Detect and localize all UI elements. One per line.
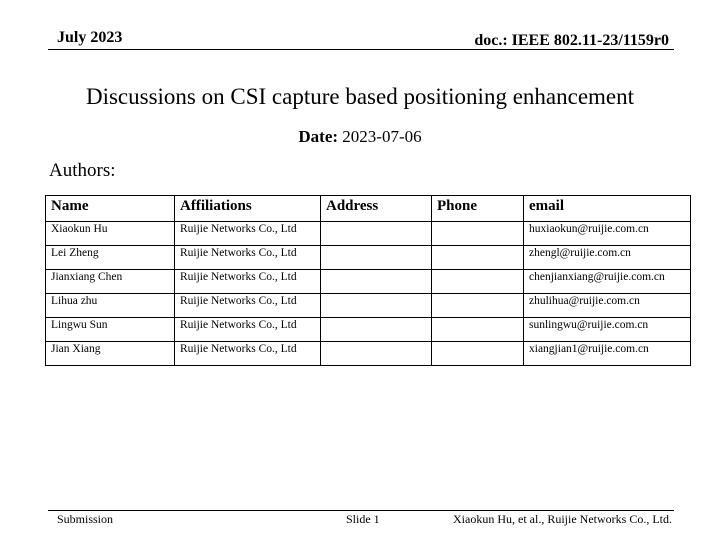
cell-email: zhulihua@ruijie.com.cn bbox=[524, 294, 691, 318]
footer-submission: Submission bbox=[57, 512, 114, 526]
cell-address bbox=[321, 342, 432, 366]
cell-name: Lei Zheng bbox=[46, 246, 175, 270]
table-row bbox=[46, 246, 691, 270]
cell-phone bbox=[432, 318, 524, 342]
cell-phone bbox=[432, 342, 524, 366]
cell-address bbox=[321, 222, 432, 246]
cell-address bbox=[321, 318, 432, 342]
cell-address bbox=[321, 246, 432, 270]
cell-affiliation: Ruijie Networks Co., Ltd bbox=[175, 222, 321, 246]
cell-email: sunlingwu@ruijie.com.cn bbox=[524, 318, 691, 342]
cell-address bbox=[321, 270, 432, 294]
cell-email: zhengl@ruijie.com.cn bbox=[524, 246, 691, 270]
table-row bbox=[46, 270, 691, 294]
table-row bbox=[46, 318, 691, 342]
table-header-row bbox=[46, 196, 691, 222]
cell-affiliation: Ruijie Networks Co., Ltd bbox=[175, 294, 321, 318]
header-divider bbox=[48, 49, 674, 50]
cell-email: huxiaokun@ruijie.com.cn bbox=[524, 222, 691, 246]
cell-name: Jian Xiang bbox=[46, 342, 175, 366]
table-row bbox=[46, 294, 691, 318]
header-doc-id: doc.: IEEE 802.11-23/1159r0 bbox=[474, 32, 669, 49]
cell-name: Xiaokun Hu bbox=[46, 222, 175, 246]
cell-phone bbox=[432, 246, 524, 270]
date-line bbox=[0, 127, 720, 147]
header-date: July 2023 bbox=[57, 29, 123, 46]
footer-divider bbox=[48, 510, 674, 511]
cell-phone bbox=[432, 270, 524, 294]
cell-email: xiangjian1@ruijie.com.cn bbox=[524, 342, 691, 366]
authors-label: Authors: bbox=[49, 160, 116, 181]
header-address: Address bbox=[321, 196, 432, 222]
cell-affiliation: Ruijie Networks Co., Ltd bbox=[175, 246, 321, 270]
date-label: Date: bbox=[298, 127, 339, 146]
cell-name: Lihua zhu bbox=[46, 294, 175, 318]
slide-title: Discussions on CSI capture based positioning enhancement bbox=[85, 84, 635, 109]
cell-phone bbox=[432, 222, 524, 246]
header-name: Name bbox=[46, 196, 175, 222]
cell-email: chenjianxiang@ruijie.com.cn bbox=[524, 270, 691, 294]
cell-phone bbox=[432, 294, 524, 318]
header-phone: Phone bbox=[432, 196, 524, 222]
cell-affiliation: Ruijie Networks Co., Ltd bbox=[175, 318, 321, 342]
cell-name: Jianxiang Chen bbox=[46, 270, 175, 294]
cell-name: Lingwu Sun bbox=[46, 318, 175, 342]
table-row bbox=[46, 342, 691, 366]
cell-affiliation: Ruijie Networks Co., Ltd bbox=[175, 270, 321, 294]
footer-slide-number: Slide 1 bbox=[346, 512, 380, 526]
table-row bbox=[46, 222, 691, 246]
date-value: 2023-07-06 bbox=[342, 127, 422, 146]
cell-affiliation: Ruijie Networks Co., Ltd bbox=[175, 342, 321, 366]
authors-table bbox=[45, 195, 691, 366]
header-affiliations: Affiliations bbox=[175, 196, 321, 222]
header-email: email bbox=[524, 196, 691, 222]
footer-authors: Xiaokun Hu, et al., Ruijie Networks Co., Ltd. bbox=[453, 512, 672, 526]
cell-address bbox=[321, 294, 432, 318]
